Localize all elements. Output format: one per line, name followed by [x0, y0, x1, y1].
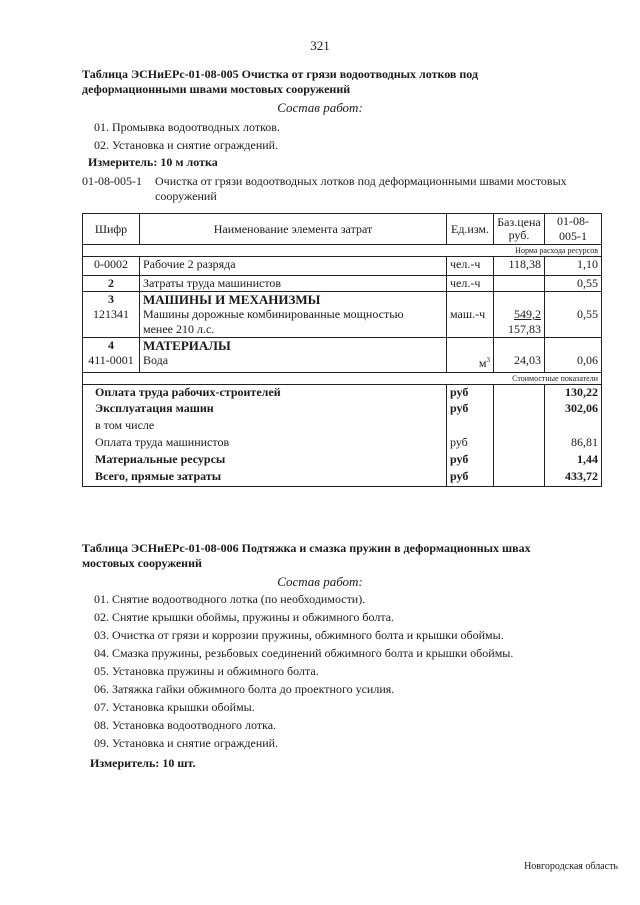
row-cipher: 0-0002: [83, 257, 140, 276]
cost-caption: Стоимостные показатели: [83, 372, 602, 384]
cost-row: [83, 469, 602, 486]
table-row: [83, 307, 602, 322]
table2-step: 03. Очистка от грязи и коррозии пружины, обжимного болта и крышки обоймы.: [94, 628, 504, 642]
page-number: 321: [310, 38, 330, 53]
table1-step: 01. Промывка водоотводных лотков.: [94, 120, 280, 134]
cost-row: [83, 418, 602, 435]
cost-value: 130,22: [545, 384, 602, 401]
footer-region: Новгородская область: [524, 861, 618, 872]
section-num: 3: [83, 292, 140, 308]
table1-title-line1: Таблица ЭСНиЕРс-01-08-005 Очистка от грязи водоотводных лотков под: [82, 67, 479, 81]
row-cipher: 121341: [83, 307, 140, 322]
row-name: Рабочие 2 разряда: [140, 257, 447, 276]
section-row: [83, 292, 602, 308]
row-price-2: 157,83: [494, 322, 545, 338]
row-norm: 0,06: [545, 353, 602, 372]
cost-value: 302,06: [545, 401, 602, 418]
norm-caption-row: [83, 245, 602, 257]
cost-name: Всего, прямые затраты: [83, 469, 447, 486]
cost-name: Эксплуатация машин: [83, 401, 447, 418]
table2-step: 04. Смазка пружины, резьбовых соединений обжимного болта и крышки обоймы.: [94, 646, 514, 660]
table2-step: 07. Установка крышки обоймы.: [94, 700, 255, 714]
row-price: 24,03: [494, 353, 545, 372]
table-row: [83, 276, 602, 292]
row-unit: маш.-ч: [447, 307, 494, 322]
section-title: МАШИНЫ И МЕХАНИЗМЫ: [140, 292, 447, 308]
cost-unit: руб: [447, 401, 494, 418]
row-unit: $м^3$: [447, 353, 494, 372]
cost-row: [83, 401, 602, 418]
row-norm: 0,55: [545, 276, 602, 292]
row-norm: 0,55: [545, 307, 602, 322]
table2-measure: Измеритель: 10 шт.: [90, 756, 196, 770]
table1-step: 02. Установка и снятие ограждений.: [94, 138, 279, 152]
table2-title-line1: Таблица ЭСНиЕРс-01-08-006 Подтяжка и смазка пружин в деформационных швах: [82, 541, 531, 555]
table-row: [83, 353, 602, 372]
cost-table: [82, 213, 602, 487]
table2-step: 05. Установка пружины и обжимного болта.: [94, 664, 319, 678]
table-row: [83, 257, 602, 276]
cost-name: Материальные ресурсы: [83, 452, 447, 469]
table2-step: 09. Установка и снятие ограждений.: [94, 736, 279, 750]
row-price: 549,2: [494, 307, 545, 322]
row-cipher: 2: [83, 276, 140, 292]
cost-name: Оплата труда машинистов: [83, 435, 447, 452]
cost-value: 86,81: [545, 435, 602, 452]
header-unit: Ед.изм.: [447, 214, 494, 245]
cost-name: Оплата труда рабочих-строителей: [83, 384, 447, 401]
row-price: [494, 276, 545, 292]
header-norm: 01-08-005-1: [545, 214, 602, 245]
table2-composition-label: Состав работ:: [277, 574, 363, 589]
table2-step: 08. Установка водоотводного лотка.: [94, 718, 277, 732]
table2-title: [82, 541, 602, 571]
cost-name: в том числе: [83, 418, 447, 435]
section-num: 4: [83, 338, 140, 354]
table1-code-desc: Очистка от грязи водоотводных лотков под деформационными швами мостовых сооружений: [155, 174, 567, 203]
cost-unit: руб: [447, 469, 494, 486]
table2-title-line2: мостовых сооружений: [82, 556, 202, 570]
cost-caption-row: [83, 372, 602, 384]
row-cipher: 411-0001: [83, 353, 140, 372]
row-name: Машины дорожные комбинированные мощностью: [140, 307, 447, 322]
norm-caption: Норма расхода ресурсов: [83, 245, 602, 257]
row-unit: чел.-ч: [447, 257, 494, 276]
cost-value: 433,72: [545, 469, 602, 486]
cost-row: [83, 452, 602, 469]
table-row-cont: [83, 322, 602, 338]
table1-code: 01-08-005-1: [82, 174, 142, 188]
section-row: [83, 338, 602, 354]
row-name: Затраты труда машинистов: [140, 276, 447, 292]
cost-unit: руб: [447, 384, 494, 401]
cost-value: 1,44: [545, 452, 602, 469]
header-base-price: Баз.цена руб.: [494, 214, 545, 245]
row-unit: чел.-ч: [447, 276, 494, 292]
row-price: 118,38: [494, 257, 545, 276]
header-name: Наименование элемента затрат: [140, 214, 447, 245]
row-norm: 1,10: [545, 257, 602, 276]
header-cipher: Шифр: [83, 214, 140, 245]
section-title: МАТЕРИАЛЫ: [140, 338, 447, 354]
table2-step: 02. Снятие крышки обоймы, пружины и обжимного болта.: [94, 610, 395, 624]
table2-step: 06. Затяжка гайки обжимного болта до проектного усилия.: [94, 682, 395, 696]
table1-title: [82, 67, 602, 97]
table2-step: 01. Снятие водоотводного лотка (по необходимости).: [94, 592, 366, 606]
table1-measure: Измеритель: 10 м лотка: [88, 155, 218, 169]
row-name-cont: менее 210 л.с.: [140, 322, 447, 338]
row-name: Вода: [140, 353, 447, 372]
cost-row: [83, 435, 602, 452]
cost-unit: руб: [447, 435, 494, 452]
table2-steps: [94, 590, 614, 752]
table1-composition-label: Состав работ:: [277, 100, 363, 115]
table-header-row: [83, 214, 602, 245]
cost-row: [83, 384, 602, 401]
table1-steps: [94, 118, 614, 154]
cost-unit: руб: [447, 452, 494, 469]
table1-title-line2: деформационными швами мостовых сооружений: [82, 82, 351, 96]
